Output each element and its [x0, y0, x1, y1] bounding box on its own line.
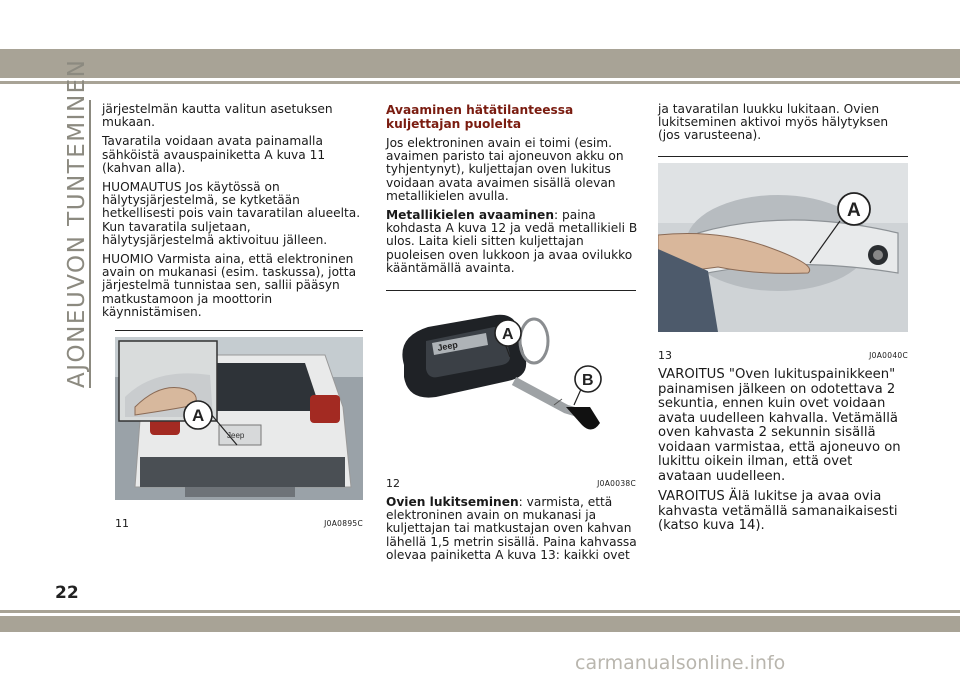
column-3-warnings	[658, 368, 910, 540]
footer-line	[0, 610, 960, 613]
figure-rule	[386, 290, 636, 291]
col2-p2-text: : paina kohdasta A kuva 12 ja vedä metallikieli B ulos. Laita kieli sitten kuljettajan puoleisen oven lukkoon ja avaa ovilukko kääntämällä avainta.	[386, 208, 638, 275]
figure-11-number: 11	[115, 517, 129, 530]
column-3	[658, 103, 910, 149]
figure-11-image	[115, 337, 363, 500]
figure-12-image	[386, 297, 636, 460]
figure-12-code: J0A0038C	[597, 479, 636, 488]
col2-p2-lead: Metallikielen avaaminen	[386, 208, 555, 223]
figure-13-image	[658, 163, 908, 332]
figure-11-code: J0A0895C	[324, 519, 363, 528]
figure-11-badge: Jeep	[227, 431, 245, 440]
figure-12-brand: Jeep	[436, 339, 459, 353]
side-section-title: AJONEUVON TUNTEMINEN	[64, 58, 90, 388]
col1-paragraph-4: HUOMIO Varmista aina, että elektroninen avain on mukanasi (esim. taskussa), jotta järjestelmä tunnistaa sen, sallii pääsyn matkustamoon ja moottorin käynnistämisen.	[102, 252, 357, 319]
col3-paragraph-1: ja tavaratilan luukku lukitaan. Ovien lukitseminen aktivoi myös hälytyksen (jos varusteena).	[658, 102, 889, 143]
figure-12-label-b: B	[582, 372, 594, 389]
column-2	[386, 103, 638, 281]
page-number: 22	[55, 583, 79, 603]
col1-paragraph-3: HUOMAUTUS Jos käytössä on hälytysjärjestelmä, se kytketään hetkellisesti pois vain tavaratilan alueelta. Kun tavaratila suljetaan, hälytysjärjestelmä aktivoituu jälleen.	[102, 180, 361, 247]
watermark: carmanualsonline.info	[575, 652, 786, 674]
figure-12-label-a: A	[502, 326, 514, 343]
column-1	[102, 103, 364, 325]
figure-rule	[658, 156, 908, 157]
figure-13-label-a: A	[847, 200, 861, 221]
column-2-lower	[386, 496, 638, 568]
figure-12-number: 12	[386, 477, 400, 490]
col1-paragraph-2: Tavaratila voidaan avata painamalla sähköistä avauspainiketta A kuva 11 (kahvan alla).	[102, 134, 326, 175]
figure-rule	[115, 330, 363, 331]
figure-11	[115, 330, 363, 530]
figure-12	[386, 290, 636, 490]
header-band	[0, 49, 960, 78]
col2-heading: Avaaminen hätätilanteessa kuljettajan puolelta	[386, 103, 574, 131]
col2-paragraph-1: Jos elektroninen avain ei toimi (esim. avaimen paristo tai ajoneuvon akku on tyhjentynyt), kuljettajan oven lukitus voidaan avata avaimen sisällä olevan metallikielen avulla.	[386, 136, 624, 203]
figure-11-label-a: A	[192, 406, 205, 425]
figure-13	[658, 156, 908, 362]
figure-13-code: J0A0040C	[869, 351, 908, 360]
figure-13-number: 13	[658, 349, 672, 362]
col2-p3-text: : varmista, että elektroninen avain on mukanasi ja kuljettajan tai matkustajan oven kahvan lähellä 1,5 metrin sisällä. Paina kahvassa olevaa painiketta A kuva 13: kaikki ovet	[386, 495, 637, 562]
col2-paragraph-2	[386, 209, 638, 275]
col3-warning-1: VAROITUS "Oven lukituspainikkeen" painamisen jälkeen on odotettava 2 sekuntia, ennen kuin ovet voidaan avata uudelleen kahvalla. Vetämällä oven kahvasta 2 sekunnin sisällä voidaan varmistaa, että ajoneuvo on lukittu oikein ilman, että ovet avataan uudelleen.	[658, 367, 901, 484]
col1-paragraph-1: järjestelmän kautta valitun asetuksen mukaan.	[102, 102, 333, 130]
col2-paragraph-3	[386, 496, 638, 562]
col3-warning-2: VAROITUS Älä lukitse ja avaa ovia kahvasta vetämällä samanaikaisesti (katso kuva 14).	[658, 489, 898, 533]
col2-p3-lead: Ovien lukitseminen	[386, 495, 519, 509]
header-line	[0, 81, 960, 84]
footer-band	[0, 616, 960, 632]
